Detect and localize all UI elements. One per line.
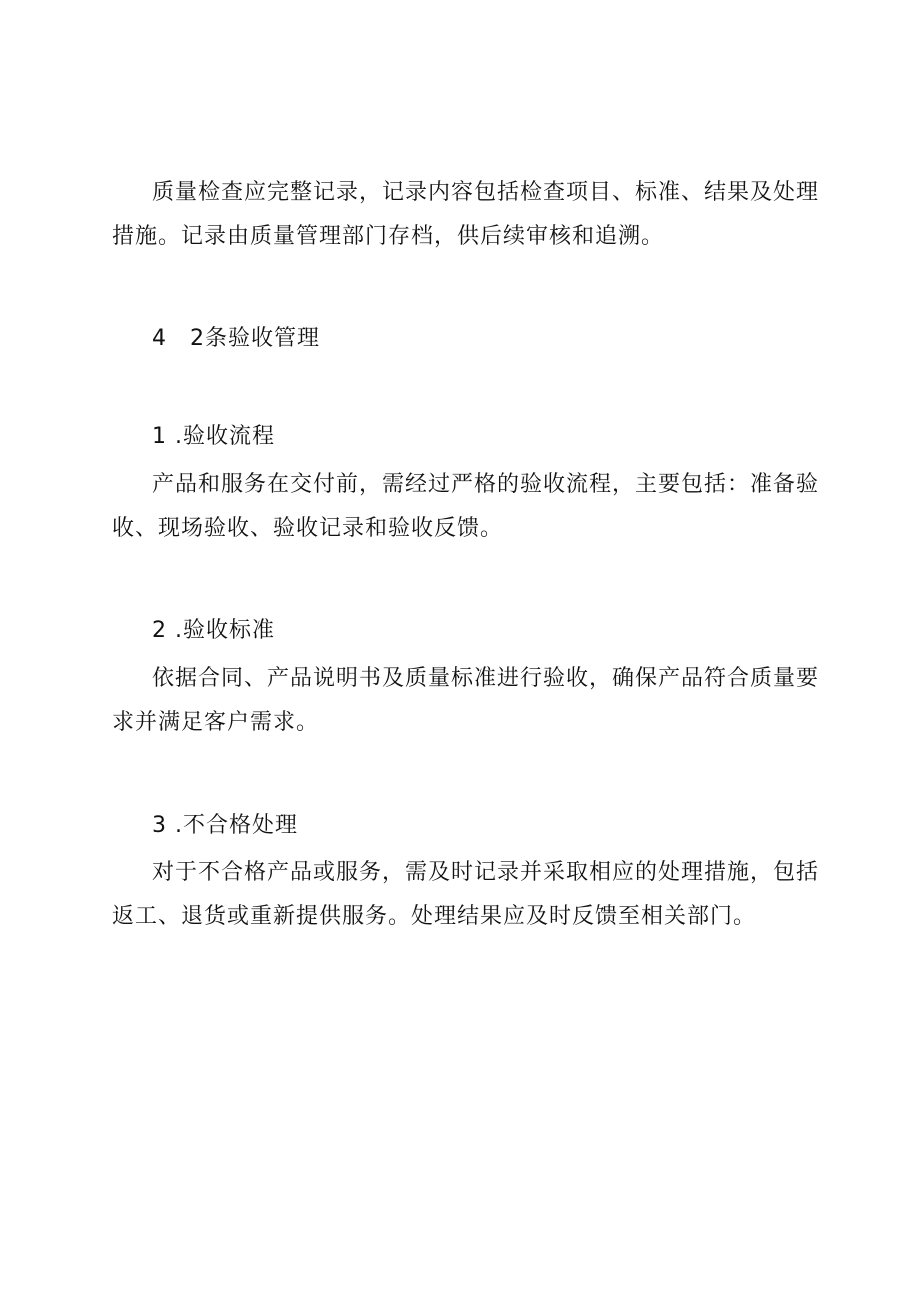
item-2-line-1: 依据合同、产品说明书及质量标准进行验收，确保产品符合质量要 [152,666,820,691]
item-1-line-1: 产品和服务在交付前，需经过严格的验收流程，主要包括：准备验 [152,472,820,497]
item-3-line-1: 对于不合格产品或服务，需及时记录并采取相应的处理措施，包括 [152,860,820,885]
item-paragraph-2 [112,657,832,745]
item-paragraph-3 [112,851,832,939]
item-heading-3: 3 .不合格处理 [152,813,298,838]
item-2-line-2: 求并满足客户需求。 [112,710,320,735]
item-3-line-2: 返工、退货或重新提供服务。处理结果应及时反馈至相关部门。 [112,904,757,929]
intro-paragraph [112,171,832,259]
section-heading: 4 2条验收管理 [152,326,320,351]
intro-line-1: 质量检查应完整记录，记录内容包括检查项目、标准、结果及处理 [152,180,820,205]
item-paragraph-1 [112,463,832,551]
item-1-line-2: 收、现场验收、验收记录和验收反馈。 [112,516,504,541]
item-heading-2: 2 .验收标准 [152,618,275,643]
intro-line-2: 措施。记录由质量管理部门存档，供后续审核和追溯。 [112,224,665,249]
item-heading-1: 1 .验收流程 [152,424,275,449]
